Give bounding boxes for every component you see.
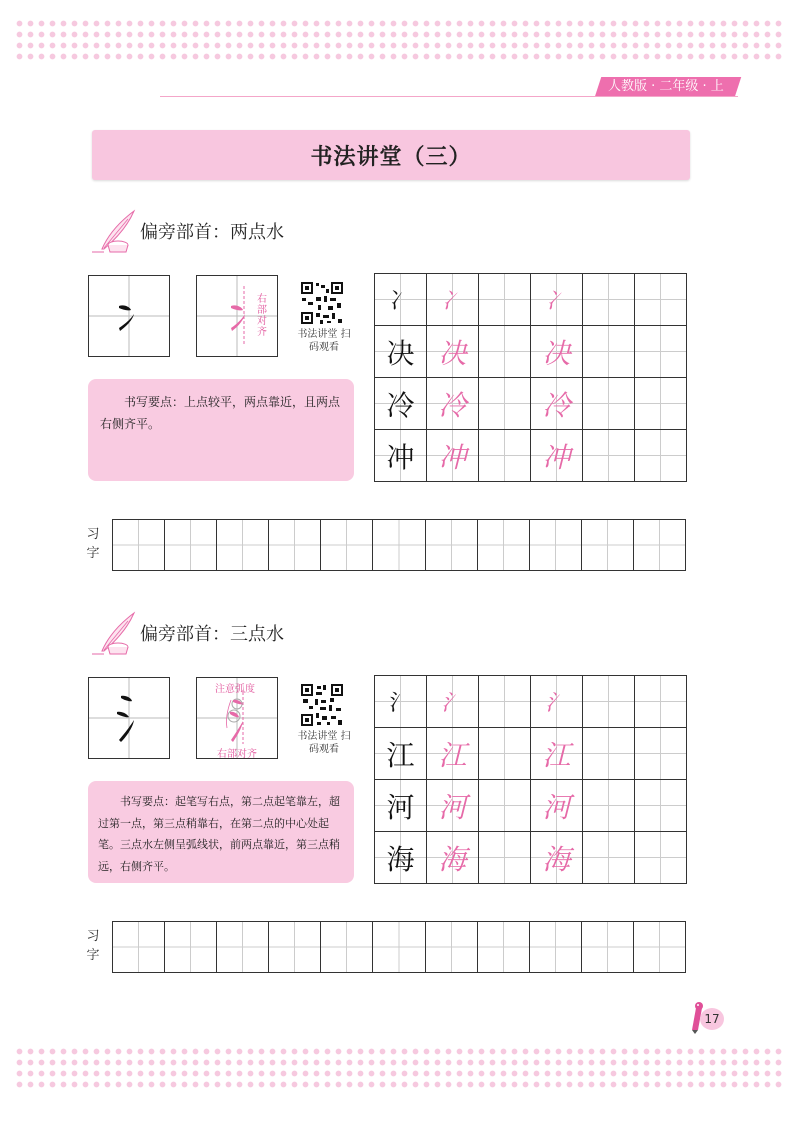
- qr-code-icon[interactable]: [300, 281, 344, 325]
- grid-cell-trace: 海: [427, 832, 479, 884]
- practice-cell[interactable]: [165, 922, 217, 972]
- grid-cell-empty[interactable]: [635, 780, 687, 832]
- grid-cell-trace: 江: [427, 728, 479, 780]
- practice-cell[interactable]: [530, 922, 582, 972]
- quill-inkpot-icon: [88, 607, 140, 659]
- two-dot-water-stroke-icon: [89, 276, 169, 356]
- section-heading: [88, 607, 284, 659]
- grid-cell-empty[interactable]: [583, 728, 635, 780]
- practice-label: 习字: [86, 527, 100, 561]
- grid-cell-trace: 冫: [531, 274, 583, 326]
- practice-cell[interactable]: [426, 520, 478, 570]
- practice-cell[interactable]: [373, 922, 425, 972]
- grid-cell-trace: 冷: [427, 378, 479, 430]
- grid-cell-model: 江: [375, 728, 427, 780]
- practice-cell[interactable]: [269, 922, 321, 972]
- grid-cell-model: 冷: [375, 378, 427, 430]
- practice-cell[interactable]: [113, 922, 165, 972]
- grid-cell-empty[interactable]: [635, 728, 687, 780]
- section-three-dot-water: [0, 607, 800, 987]
- page-number: 17: [700, 1008, 724, 1030]
- section-heading-text: 偏旁部首：两点水: [140, 222, 284, 243]
- grid-cell-empty[interactable]: [635, 274, 687, 326]
- practice-row: [86, 519, 686, 571]
- grid-cell-trace: 氵: [427, 676, 479, 728]
- practice-cell[interactable]: [113, 520, 165, 570]
- practice-cell[interactable]: [269, 520, 321, 570]
- grid-cell-empty[interactable]: [479, 430, 531, 482]
- grid-cell-model: 冲: [375, 430, 427, 482]
- quill-inkpot-icon: [88, 205, 140, 257]
- section-heading: [88, 205, 284, 257]
- practice-cell[interactable]: [582, 520, 634, 570]
- practice-cell[interactable]: [478, 922, 530, 972]
- grid-cell-empty[interactable]: [635, 378, 687, 430]
- edition-tab: [595, 77, 741, 97]
- curve-annotation: 注意弧度: [215, 684, 255, 695]
- grid-cell-empty[interactable]: [479, 326, 531, 378]
- grid-cell-empty[interactable]: [479, 378, 531, 430]
- grid-cell-empty[interactable]: [635, 430, 687, 482]
- practice-cells: [112, 921, 686, 973]
- grid-cell-empty[interactable]: [479, 676, 531, 728]
- grid-cell-trace: 海: [531, 832, 583, 884]
- writing-tip-panel: 书写要点：上点较平，两点靠近，且两点右侧齐平。: [88, 379, 354, 481]
- grid-cell-trace: 决: [427, 326, 479, 378]
- page-number-badge: [686, 1000, 726, 1034]
- practice-cell[interactable]: [478, 520, 530, 570]
- practice-cell[interactable]: [217, 520, 269, 570]
- grid-cell-trace: 冷: [531, 378, 583, 430]
- practice-cells: [112, 519, 686, 571]
- practice-cell[interactable]: [582, 922, 634, 972]
- grid-cell-empty[interactable]: [479, 780, 531, 832]
- grid-cell-trace: 冲: [531, 430, 583, 482]
- three-dot-water-stroke-icon: [89, 678, 169, 758]
- practice-cell[interactable]: [217, 922, 269, 972]
- grid-cell-trace: 冲: [427, 430, 479, 482]
- grid-cell-empty[interactable]: [583, 326, 635, 378]
- grid-cell-trace: 江: [531, 728, 583, 780]
- grid-cell-trace: 河: [427, 780, 479, 832]
- practice-cell[interactable]: [165, 520, 217, 570]
- qr-caption: 书法讲堂 扫码观看: [297, 329, 351, 353]
- grid-cell-empty[interactable]: [479, 728, 531, 780]
- grid-cell-empty[interactable]: [479, 832, 531, 884]
- grid-cell-model: 决: [375, 326, 427, 378]
- grid-cell-model: 海: [375, 832, 427, 884]
- grid-cell-empty[interactable]: [583, 378, 635, 430]
- radical-guide-box: [196, 275, 278, 357]
- section-two-dot-water: [0, 205, 800, 585]
- section-heading-text: 偏旁部首：三点水: [140, 624, 284, 645]
- qr-caption: 书法讲堂 扫码观看: [297, 731, 351, 755]
- grid-cell-empty[interactable]: [635, 326, 687, 378]
- practice-grid: [374, 273, 687, 482]
- grid-cell-model: 河: [375, 780, 427, 832]
- writing-tip-panel: 书写要点：起笔写右点，第二点起笔靠左，超过第一点，第三点稍靠右，在第二点的中心处起笔。三点水左侧呈弧线状，前两点靠近，第三点稍远，右侧齐平。: [88, 781, 354, 883]
- grid-cell-empty[interactable]: [583, 274, 635, 326]
- practice-cell[interactable]: [321, 520, 373, 570]
- alignment-annotation: 右部对齐: [217, 749, 257, 760]
- radical-guide-box: [196, 677, 278, 759]
- bottom-dot-border: [14, 1046, 786, 1090]
- practice-cell[interactable]: [426, 922, 478, 972]
- qr-code-icon[interactable]: [300, 683, 344, 727]
- practice-row: [86, 921, 686, 973]
- header-rule: [160, 96, 738, 97]
- practice-cell[interactable]: [634, 922, 685, 972]
- grid-cell-empty[interactable]: [583, 832, 635, 884]
- radical-demo-box: [88, 275, 170, 357]
- radical-demo-box: [88, 677, 170, 759]
- grid-cell-model: 氵: [375, 676, 427, 728]
- top-dot-border: [14, 18, 786, 60]
- grid-cell-empty[interactable]: [635, 832, 687, 884]
- practice-grid: [374, 675, 687, 884]
- practice-cell[interactable]: [321, 922, 373, 972]
- practice-cell[interactable]: [373, 520, 425, 570]
- grid-cell-trace: 冫: [427, 274, 479, 326]
- alignment-annotation: 右部对齐: [257, 294, 267, 338]
- page-title: 书法讲堂（三）: [92, 130, 690, 180]
- grid-cell-trace: 决: [531, 326, 583, 378]
- edition-label: 人教版 · 二年级 · 上: [608, 79, 724, 94]
- grid-cell-model: 冫: [375, 274, 427, 326]
- grid-cell-empty[interactable]: [583, 676, 635, 728]
- grid-cell-empty[interactable]: [479, 274, 531, 326]
- grid-cell-empty[interactable]: [583, 430, 635, 482]
- grid-cell-empty[interactable]: [635, 676, 687, 728]
- grid-cell-trace: 氵: [531, 676, 583, 728]
- grid-cell-empty[interactable]: [583, 780, 635, 832]
- practice-cell[interactable]: [530, 520, 582, 570]
- practice-label: 习字: [86, 929, 100, 963]
- grid-cell-trace: 河: [531, 780, 583, 832]
- practice-cell[interactable]: [634, 520, 685, 570]
